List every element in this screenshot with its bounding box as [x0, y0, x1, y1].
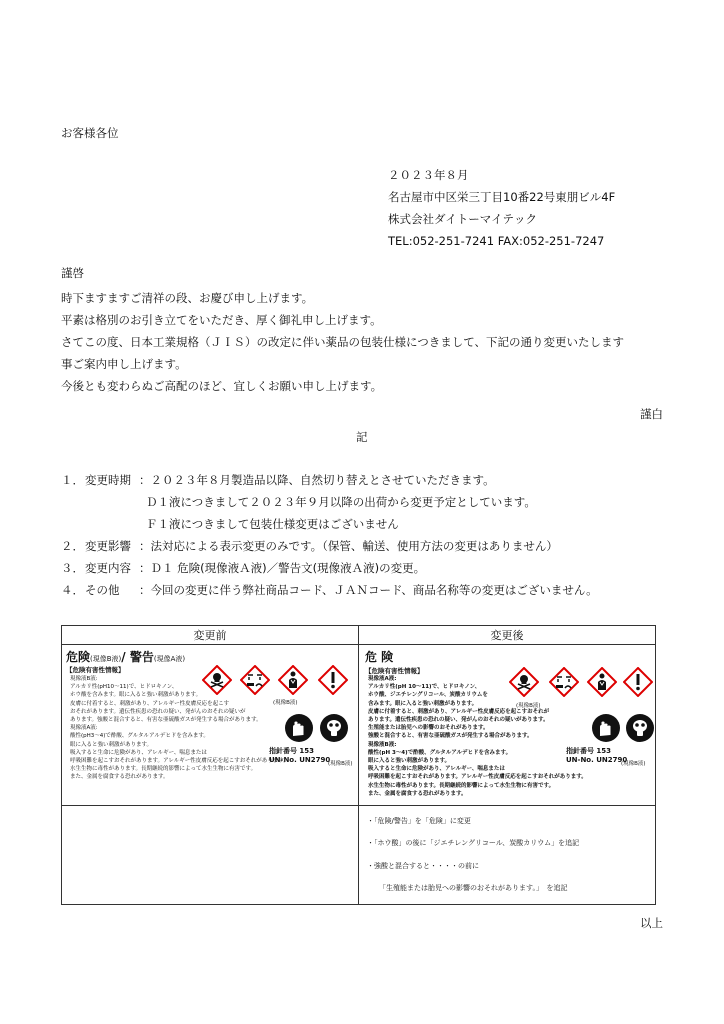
header-after: 変更後: [359, 626, 656, 645]
empty-before-cell: [62, 806, 359, 905]
item-number: ２．: [61, 539, 84, 553]
un-number: UN-No. UN2790: [566, 756, 628, 764]
item-label: 変更内容: [85, 561, 131, 575]
item-number: ３．: [61, 561, 84, 575]
comparison-table: [61, 625, 656, 905]
item-label: 変更時期: [85, 473, 131, 487]
corrosion-icon: [549, 667, 579, 697]
un-number: UN-No. UN2790: [269, 756, 331, 764]
body-line: 事ご案内申し上げます。: [61, 357, 187, 371]
label-after-info-heading: 【危険有害性情報】: [365, 667, 424, 675]
exclamation-icon: [318, 665, 348, 695]
skull-crossbones-icon: [202, 665, 232, 695]
un-suffix: (現像B液): [328, 761, 353, 767]
note-line: ・強酸と混合すると・・・・の前に: [367, 862, 479, 870]
label-after-title: 危 険: [365, 650, 394, 664]
note-line: ・「危険/警告」を「危険」に変更: [367, 817, 471, 825]
skull-crossbones-icon: [509, 667, 539, 697]
body-line: 今後とも変わらぬご高配のほど、宜しくお願い申し上げます。: [61, 379, 383, 393]
health-hazard-icon: [587, 667, 617, 697]
gas-mask-icon: [319, 713, 349, 743]
closing-word: 謹白: [640, 407, 663, 421]
gloves-icon: [591, 713, 621, 743]
body-line: 平素は格別のお引き立てをいただき、厚く御礼申し上げます。: [61, 313, 382, 327]
ending-word: 以上: [640, 916, 663, 930]
label-before-text: 現像液B液: アルカリ性(pH10～11)で、ヒドロキノン、 ホウ酸を含みます。眼に入ると強い刺激があります。 皮膚に付着すると、刺激があり、アレルギー性皮膚反応を起こす おそれがあります。遺伝性疾患の恐れの疑い、発がんのおそれの疑いが あります。強酸と混合すると、有害な亜硫酸ガスが発生する場合があります。 現像液A液: 酸性(pH3～4)で酢酸、グルタルアルデヒドを含みます。 眼に入ると強い刺激があります。 吸入すると生命に危険があり、アレルギー、喘息または 呼吸困難を起こすおそれがあります。アレルギー性皮膚反応を起こすおそれがあります。 水生生物に毒性があります。長期継続的影響によって水生生物に有害です。 また、金属を腐食する恐れがあります。: [70, 676, 289, 781]
un-suffix: (現像B液): [621, 761, 646, 767]
liquid-label: (現像B液): [273, 700, 298, 706]
gas-mask-icon: [625, 713, 655, 743]
sender-address: 名古屋市中区栄三丁目10番22号東朋ビル4F: [388, 190, 616, 204]
item-label: その他: [85, 583, 131, 597]
item-number: ４．: [61, 583, 84, 597]
opening-word: 謹啓: [61, 266, 84, 280]
note-line: ・「ホウ酸」の後に「ジエチレングリコール、炭酸カリウム」を追記: [367, 839, 580, 847]
label-after-cell: [359, 645, 656, 806]
item-text: ：今回の変更に伴う弊社商品コード、ＪＡＮコード、商品名称等の変更はございません。: [139, 583, 598, 597]
health-hazard-icon: [278, 665, 308, 695]
item-label: 変更影響: [85, 539, 131, 553]
item-text: ：Ｄ１ 危険(現像液Ａ液)／警告文(現像液Ａ液)の変更。: [139, 561, 426, 575]
sender-contact: TEL:052-251-7241 FAX:052-251-7247: [388, 234, 605, 248]
label-before-title: 危険(現像B液)/ 警告(現像A液): [66, 650, 186, 664]
guide-number: 指針番号 153: [566, 747, 612, 755]
item-text: ：２０２３年８月製造品以降、自然切り替えとさせていただきます。: [139, 473, 495, 487]
item-number: １．: [61, 473, 84, 487]
guide-number: 指針番号 153: [269, 747, 315, 755]
header-before: 変更前: [62, 626, 359, 645]
label-before-cell: [62, 645, 359, 806]
exclamation-icon: [623, 667, 653, 697]
item-text: Ｆ１液につきまして包装仕様変更はございません: [146, 517, 399, 531]
notes-cell: [359, 806, 656, 905]
ki-heading: 記: [356, 430, 368, 444]
liquid-label: (現像B液): [516, 703, 541, 709]
sender-date: ２０２３年８月: [388, 168, 469, 182]
label-after-text: 現像液A液: アルカリ性(pH 10～11)で、ヒドロキノン、 ホウ酸、ジエチレングリコール、炭酸カリウムを 含みます。眼に入ると強い刺激があります。 皮膚に付着すると、刺激があり、アレルギー性皮膚反応を起こすおそれが あります。遺伝性疾患の恐れの疑い、発がんのおそれの疑いがあります。 生殖能または胎児への影響のおそれがあります。 強酸と混合すると、有害な亜硫酸ガスが発生する場合があります。 現像液B液: 酸性(pH 3～4)で酢酸、グルタルアルデヒドを含みます。 眼に入ると強い刺激があります。 吸入すると生命に危険があり、アレルギー、喘息または 呼吸困難を起こすおそれがあります。アレルギー性皮膚反応を起こすおそれがあります。 水生生物に毒性があります。長期継続的影響によって水生生物に有害です。 また、金属を腐食する恐れがあります。: [368, 676, 587, 797]
item-text: Ｄ１液につきまして２０２３年９月以降の出荷から変更予定としています。: [146, 495, 536, 509]
corrosion-icon: [240, 665, 270, 695]
gloves-icon: [284, 713, 314, 743]
label-before-info-heading: 【危険有害性情報】: [66, 666, 125, 674]
body-line: さてこの度、日本工業規格（ＪＩＳ）の改定に伴い薬品の包装仕様につきまして、下記の通り変更いたします: [61, 335, 625, 349]
item-text: ：法対応による表示変更のみです。（保管、輸送、使用方法の変更はありません）: [139, 539, 558, 553]
sender-company: 株式会社ダイトーマイテック: [388, 212, 538, 226]
body-line: 時下ますますご清祥の段、お慶び申し上げます。: [61, 291, 314, 305]
note-line: 「生殖能または胎児への影響のおそれがあります。」 を追記: [379, 884, 568, 892]
salutation: お客様各位: [61, 126, 119, 140]
